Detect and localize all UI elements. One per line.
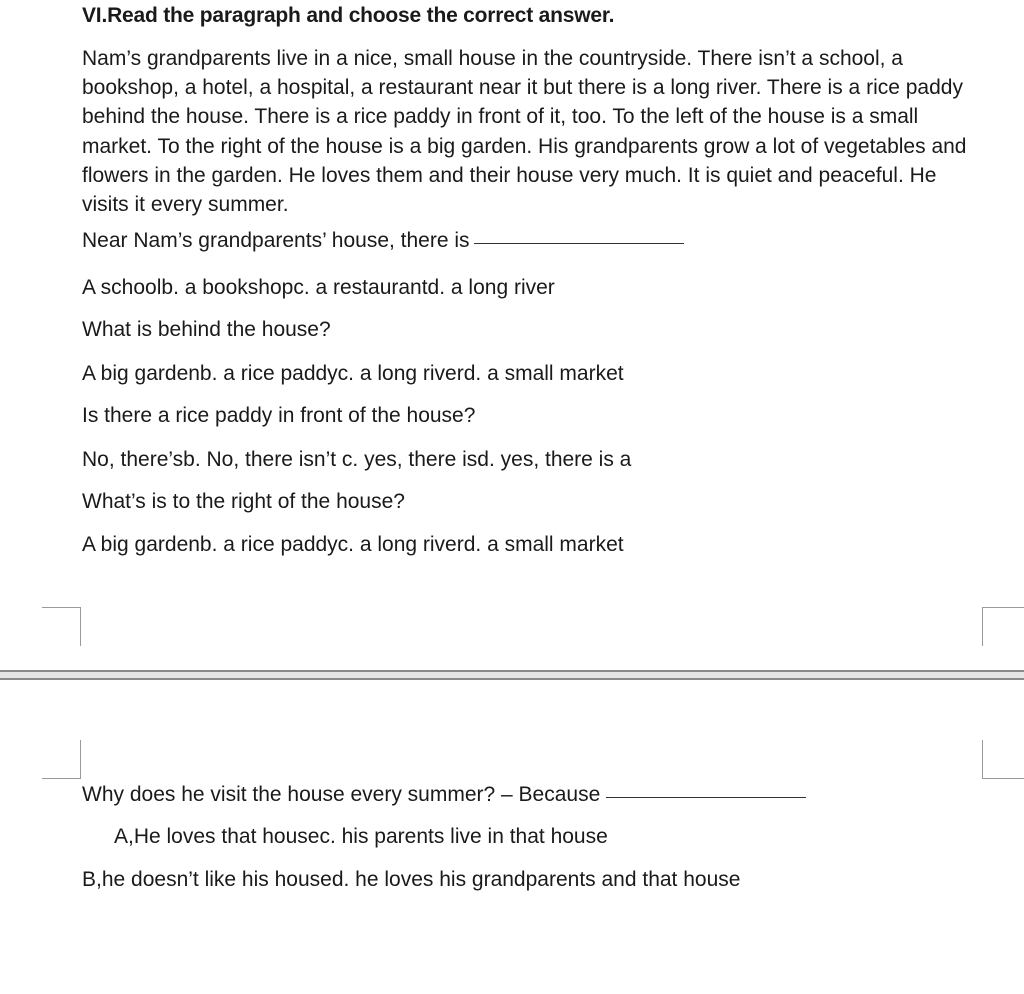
page-corner-mark-left-2: [42, 740, 81, 779]
page-break-divider: [0, 670, 1024, 682]
question-5-options-line-1: A,He loves that housec. his parents live in that house: [114, 825, 608, 848]
question-4-options: A big gardenb. a rice paddyc. a long riverd. a small market: [82, 533, 624, 556]
question-2-options: A big gardenb. a rice paddyc. a long riverd. a small market: [82, 362, 624, 385]
question-5-options-line-2: B,he doesn’t like his housed. he loves his grandparents and that house: [82, 868, 741, 891]
question-1: [82, 229, 684, 253]
question-1-options: A schoolb. a bookshopc. a restaurantd. a long river: [82, 276, 555, 299]
answer-blank-1: [474, 243, 684, 244]
question-3-options: No, there’sb. No, there isn’t c. yes, there isd. yes, there is a: [82, 448, 632, 471]
page-corner-mark-right: [982, 607, 1024, 646]
question-5: [82, 783, 806, 807]
exercise-heading: VI.Read the paragraph and choose the correct answer.: [82, 4, 615, 27]
page-corner-mark-left: [42, 607, 81, 646]
question-3: Is there a rice paddy in front of the house?: [82, 404, 476, 427]
question-4: What’s is to the right of the house?: [82, 490, 405, 513]
question-2: What is behind the house?: [82, 318, 331, 341]
question-5-text: Why does he visit the house every summer? – Because: [82, 783, 601, 806]
answer-blank-5: [606, 797, 806, 798]
reading-paragraph: Nam’s grandparents live in a nice, small house in the countryside. There isn’t a school, a bookshop, a hotel, a hospital, a restaurant near it but there is a long river. There is a rice paddy behind the house. There is a rice paddy in front of it, too. To the left of the house is a small market. To the right of the house is a big garden. His grandparents grow a lot of vegetables and flowers in the garden. He loves them and their house very much. It is quiet and peaceful. He visits it every summer.: [82, 47, 967, 217]
page-corner-mark-right-2: [982, 740, 1024, 779]
question-1-text: Near Nam’s grandparents’ house, there is: [82, 229, 470, 252]
